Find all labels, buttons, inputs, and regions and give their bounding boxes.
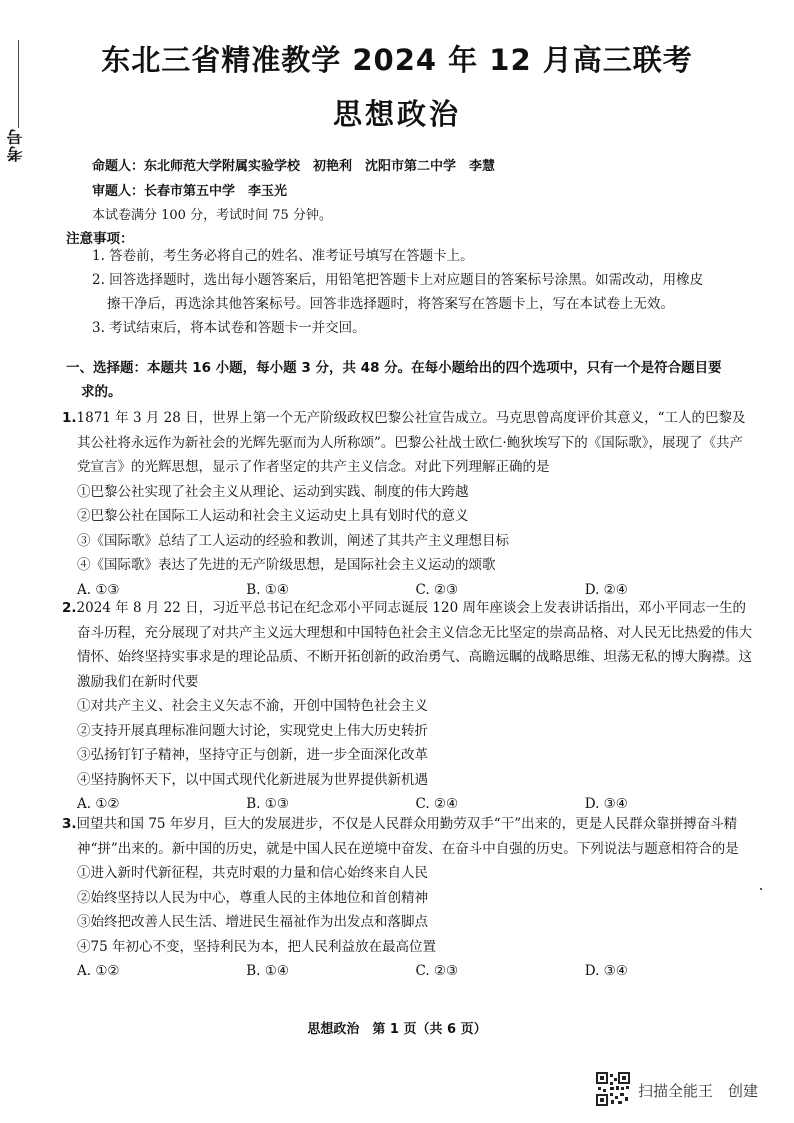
option-d: D. ③④ bbox=[584, 963, 628, 979]
statement-item: ③弘扬钉钉子精神，坚持守正与创新，进一步全面深化改革 bbox=[77, 747, 428, 763]
option-b: B. ①③ bbox=[246, 796, 289, 812]
statement-item: ①对共产主义、社会主义矢志不渝，开创中国特色社会主义 bbox=[77, 698, 428, 714]
notice-item: 3. 考试结束后，将本试卷和答题卡一并交回。 bbox=[92, 320, 366, 336]
statement-item: ②巴黎公社在国际工人运动和社会主义运动史上具有划时代的意义 bbox=[77, 508, 469, 524]
statement-item: ③《国际歌》总结了工人运动的经验和教训，阐述了其共产主义理想目标 bbox=[77, 532, 509, 549]
authors-line: 命题人：东北师范大学附属实验学校 初艳利 沈阳市第二中学 李慧 bbox=[92, 159, 496, 174]
notice-item: 2. 回答选择题时，选出每小题答案后，用铅笔把答题卡上对应题目的答案标号涂黑。如需改动，用橡皮 bbox=[92, 272, 704, 288]
notice-heading: 注意事项： bbox=[66, 231, 134, 247]
statement-item: ②始终坚持以人民为中心，尊重人民的主体地位和首创精神 bbox=[77, 889, 428, 906]
question-1 bbox=[62, 406, 754, 602]
section-line: 一、选择题：本题共 16 小题，每小题 3 分，共 48 分。在每小题给出的四个选项中，只有一个是符合题目要 bbox=[66, 360, 722, 376]
section-heading bbox=[66, 356, 756, 404]
option-c: C. ②③ bbox=[415, 581, 459, 598]
exam-subject: 思想政治 bbox=[332, 97, 461, 131]
notice-item-continuation: 擦干净后，再选涂其他答案标号。回答非选择题时，将答案写在答题卡上，写在本试卷上无效。 bbox=[107, 296, 674, 312]
page-footer: 思想政治 第 1 页（共 6 页） bbox=[307, 1022, 487, 1037]
question-stem bbox=[62, 406, 754, 480]
section-line: 求的。 bbox=[81, 384, 122, 400]
statement-item: ③始终把改善人民生活、增进民生福祉作为出发点和落脚点 bbox=[77, 914, 428, 930]
question-2 bbox=[62, 596, 754, 817]
option-b: B. ①④ bbox=[246, 963, 289, 979]
question-number: 1. bbox=[62, 410, 77, 426]
option-a: A. ①③ bbox=[77, 581, 120, 598]
question-text: 1871 年 3 月 28 日，世界上第一个无产阶级政权巴黎公社宣告成立。马克思曾高度评价其意义，“工人的巴黎及其公社将永远作为新社会的光辉先驱而为人所称颂”。巴黎公社战士欧仁·鲍狄埃写下的《国际歌》，展现了《共产党宣言》的光辉思想，显示了作者坚定的共产主义信念。对此下列理解正确的是 bbox=[76, 410, 746, 475]
statement-item: ④《国际歌》表达了先进的无产阶级思想，是国际社会主义运动的颂歌 bbox=[77, 557, 496, 573]
notice-item: 1. 答卷前，考生务必将自己的姓名、准考证号填写在答题卡上。 bbox=[92, 248, 474, 264]
statement-item: ①巴黎公社实现了社会主义从理论、运动到实践、制度的伟大跨越 bbox=[77, 483, 469, 500]
answer-options bbox=[62, 959, 754, 984]
option-a: A. ①② bbox=[77, 963, 120, 979]
exam-info-line: 本试卷满分 100 分，考试时间 75 分钟。 bbox=[92, 208, 332, 223]
option-b: B. ①④ bbox=[246, 581, 289, 598]
scan-speck bbox=[760, 888, 762, 890]
question-number: 2. bbox=[62, 600, 77, 616]
exam-title: 东北三省精准教学 2024 年 12 月高三联考 bbox=[101, 43, 693, 77]
statement-item: ①进入新时代新征程，共克时艰的力量和信心始终来自人民 bbox=[77, 865, 428, 881]
statement-item: ④75 年初心不变，坚持利民为本，把人民利益放在最高位置 bbox=[77, 938, 436, 955]
question-text: 回望共和国 75 年岁月，巨大的发展进步，不仅是人民群众用勤劳双手“干”出来的，更是人民群众靠拼搏奋斗精神“拼”出来的。新中国的历史，就是中国人民在逆境中奋发、在奋斗中自强的历史。下列说法与题意相符合的是 bbox=[76, 816, 739, 857]
exam-number-label: 考号 bbox=[6, 128, 25, 162]
option-a: A. ①② bbox=[77, 796, 120, 812]
qr-code-icon bbox=[596, 1072, 630, 1106]
question-stem bbox=[62, 812, 754, 861]
option-c: C. ②③ bbox=[415, 963, 459, 979]
statement-item: ②支持开展真理标准问题大讨论，实现党史上伟大历史转折 bbox=[77, 722, 428, 739]
question-text: 2024 年 8 月 22 日，习近平总书记在纪念邓小平同志诞辰 120 周年座谈会上发表讲话指出，邓小平同志一生的奋斗历程，充分展现了对共产主义远大理想和中国特色社会主义信念无比坚定的崇高品格、对人民无比热爱的伟大情怀、始终坚持实事求是的理论品质、不断开拓创新的政治勇气、高瞻远瞩的战略思维、坦荡无私的博大胸襟。这激励我们在新时代要 bbox=[76, 600, 752, 690]
question-3 bbox=[62, 812, 754, 984]
notice-list bbox=[92, 244, 752, 340]
reviewer-line: 审题人：长春市第五中学 李玉光 bbox=[92, 184, 288, 199]
scanner-watermark: 扫描全能王 创建 bbox=[638, 1082, 759, 1100]
question-number: 3. bbox=[62, 816, 77, 832]
statement-item: ④坚持胸怀天下，以中国式现代化新进展为世界提供新机遇 bbox=[77, 771, 428, 788]
option-c: C. ②④ bbox=[415, 796, 459, 812]
option-d: D. ③④ bbox=[584, 796, 628, 812]
option-d: D. ②④ bbox=[584, 581, 628, 598]
question-stem bbox=[62, 596, 754, 694]
